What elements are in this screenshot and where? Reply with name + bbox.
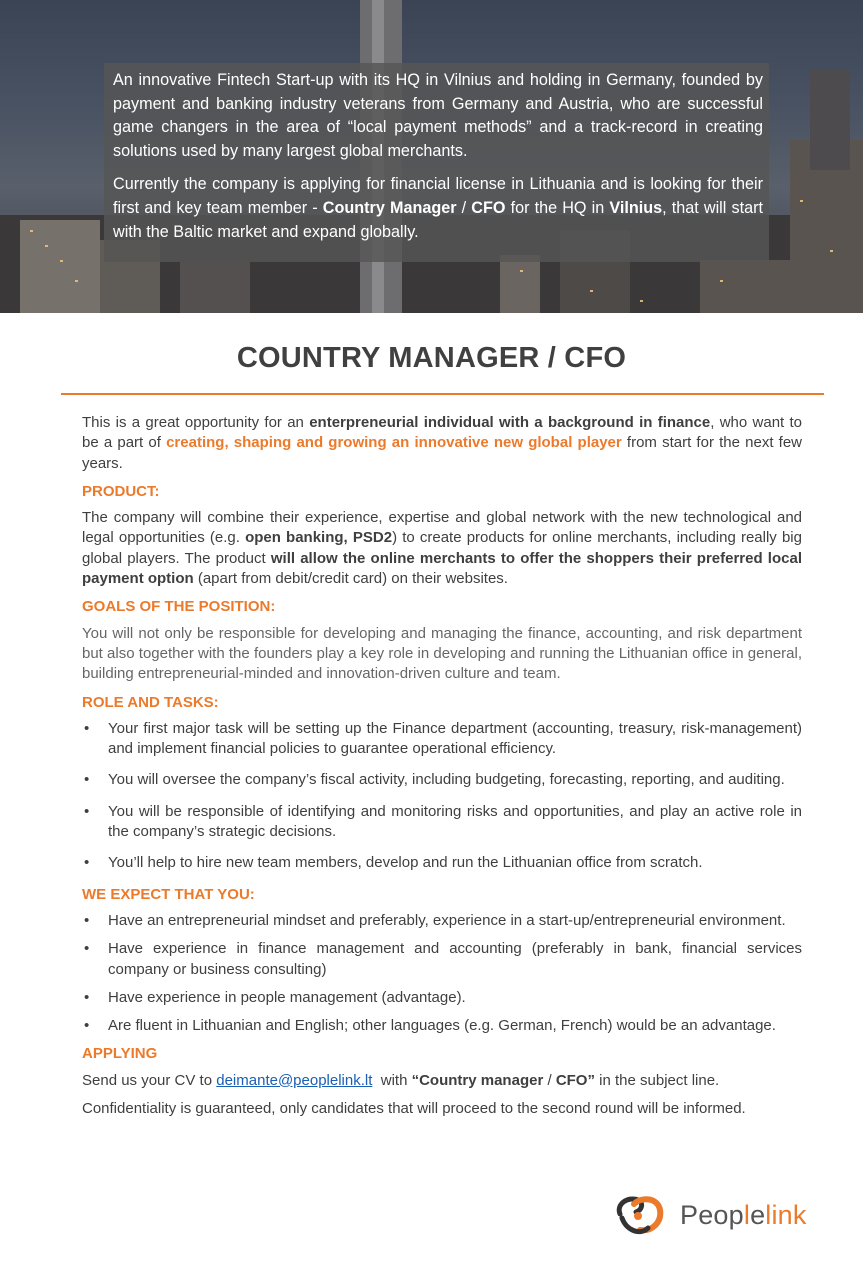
expect-list [82,911,802,1036]
goals-heading: GOALS OF THE POSITION: [82,598,276,616]
list-item: • Your first major task will be setting up the Finance department (accounting, treasury, risk-management) and implement financial policies to guarantee operational efficiency. [84,719,802,758]
role-list [82,719,802,874]
bullet-icon: • [84,911,90,929]
logo-wordmark: Peoplelink [680,1200,807,1230]
hero-paragraph-1: An innovative Fintech Start-up with its HQ in Vilnius and holding in Germany, founded by payment and banking industry veterans from Germany and Austria, who are successful game changers in the area of “local payment methods” and a track-record in creating solutions used by many largest global merchants. [113,71,763,160]
hero-paragraph-2: Currently the company is applying for financial license in Lithuania and is looking for their first and key team member - Country Manager / CFO for the HQ in Vilnius, that will start with the Baltic market and expand globally. [113,175,763,241]
list-item: • Have experience in people management (advantage). [82,988,802,1008]
applying-heading: APPLYING [82,1045,158,1063]
job-description [82,413,802,1127]
expect-heading: WE EXPECT THAT YOU: [82,885,255,903]
list-item: • Have an entrepreneurial mindset and preferably, experience in a start-up/entrepreneurial environment. [82,911,802,931]
role-heading: ROLE AND TASKS: [82,693,219,711]
list-item: • You will be responsible of identifying and monitoring risks and opportunities, and play an active role in the company’s strategic decisions. [84,802,802,841]
list-item: • You’ll help to hire new team members, develop and run the Lithuanian office from scratch. [82,853,802,873]
hero-text-box [104,63,769,262]
peoplelink-logo-icon [612,1190,672,1240]
bullet-icon: • [84,940,90,958]
product-heading: PRODUCT: [82,482,160,500]
bullet-icon: • [84,802,90,820]
bullet-icon: • [84,719,90,737]
product-paragraph: The company will combine their experience, expertise and global network with the new technological and legal opportunities (e.g. open banking, PSD2) to create products for online merchants, including really big global players. The product will allow the online merchants to offer the shoppers their preferred local payment option (apart from debit/credit card) on their websites. [82,509,802,588]
peoplelink-logo [612,1190,807,1240]
email-link[interactable]: deimante@peoplelink.lt [216,1071,373,1089]
bullet-icon: • [84,988,90,1006]
bullet-icon: • [84,771,90,789]
applying-paragraph: Send us your CV to deimante@peoplelink.lt with “Country manager / CFO” in the subject line. [82,1071,720,1089]
goals-paragraph: You will not only be responsible for developing and managing the finance, accounting, and risk department but also together with the founders play a key role in developing and running the Lithuanian office in general, building entrepreneurial-minded and innovation-driven culture and team. [82,624,802,683]
list-item: • Are fluent in Lithuanian and English; other languages (e.g. German, French) would be an advantage. [82,1016,802,1036]
list-item: • Have experience in finance management and accounting (preferably in bank, financial services company or business consulting) [84,940,802,978]
bullet-icon: • [84,1017,90,1035]
title-divider [61,393,824,395]
confidentiality-note: Confidentiality is guaranteed, only candidates that will proceed to the second round will be informed. [82,1100,746,1118]
page-title: COUNTRY MANAGER / CFO [236,342,627,374]
hero-banner [0,0,863,313]
list-item: • You will oversee the company’s fiscal activity, including budgeting, forecasting, reporting, and auditing. [82,770,802,790]
intro-paragraph: This is a great opportunity for an enterpreneurial individual with a background in finance, who want to be a part of creating, shaping and growing an innovative new global player from start for the next few years. [82,414,803,472]
bullet-icon: • [84,854,90,872]
